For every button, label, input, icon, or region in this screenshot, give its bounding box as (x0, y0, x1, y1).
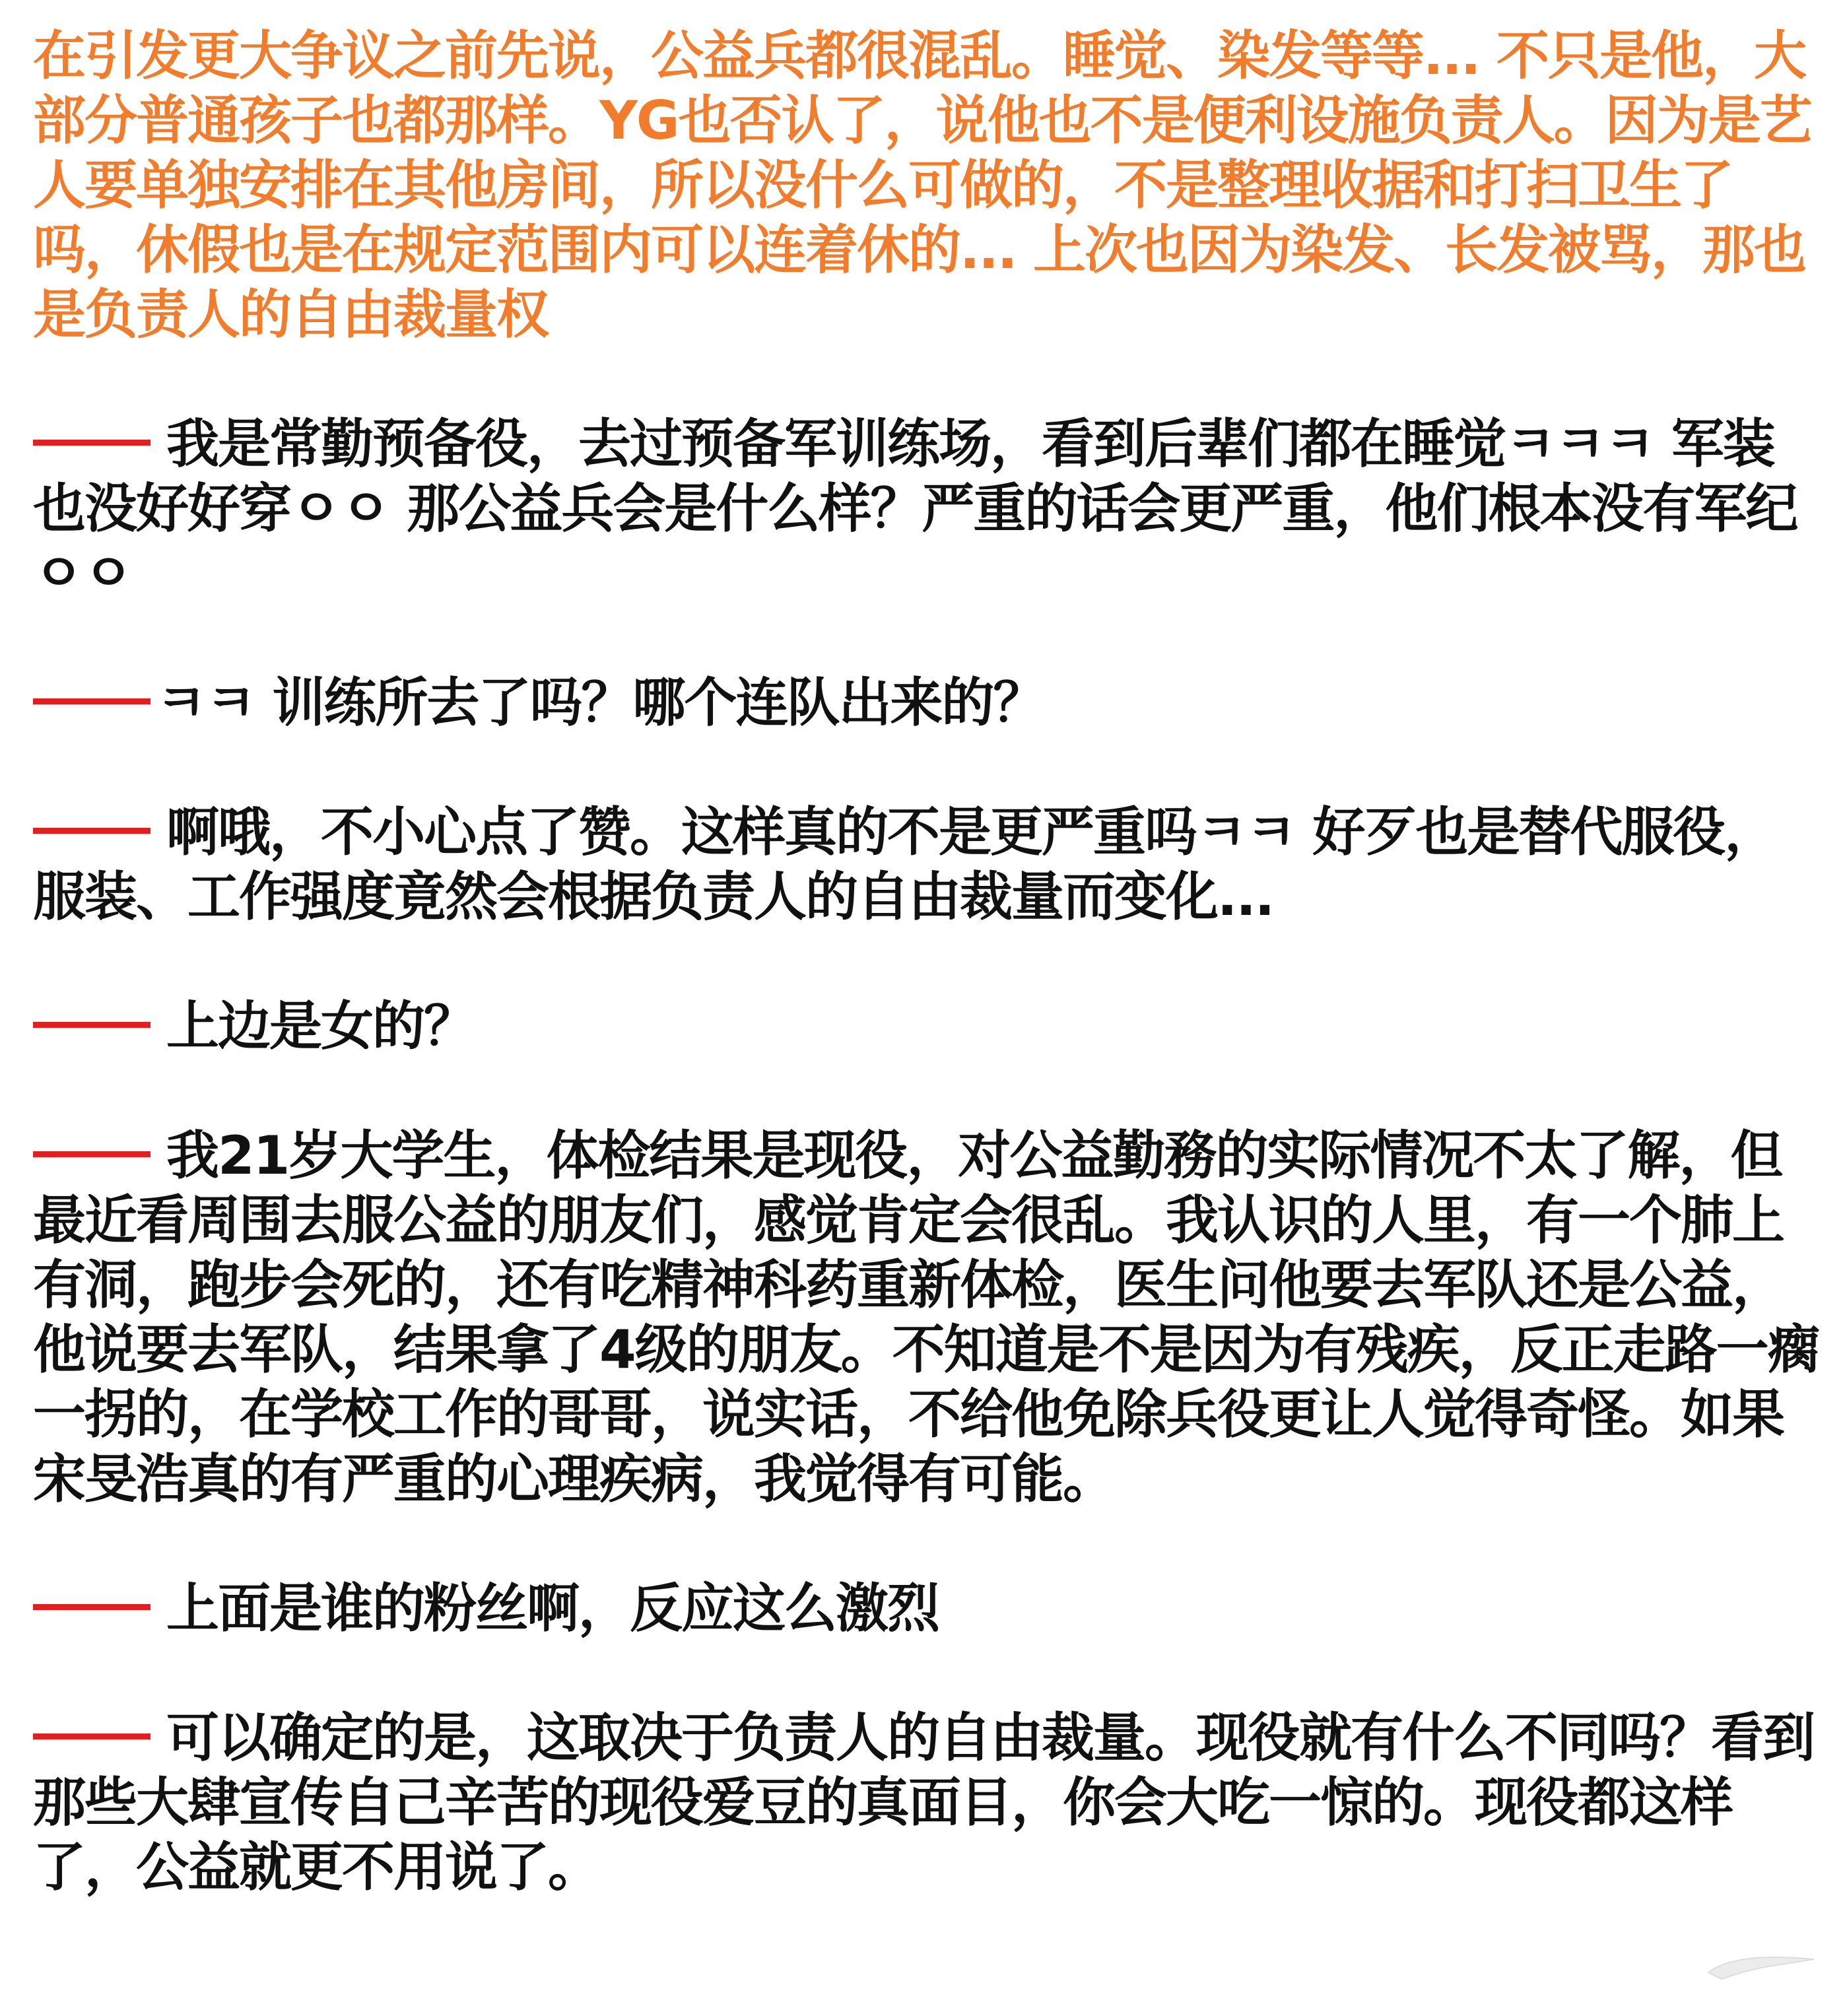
spacer (33, 1512, 1821, 1576)
red-dash-marker (33, 1733, 151, 1739)
comment-text: 上边是女的？ (166, 995, 475, 1057)
red-dash-marker (33, 828, 151, 834)
comment-2 (33, 671, 1821, 735)
comment-text: 我21岁大学生，体检结果是现役，对公益勤務的实际情况不太了解，但最近看周围去服公益的朋友们，感觉肯定会很乱。我认识的人里，有一个肺上有洞，跑步会死的，还有吃精神科药重新体检，医生问他要去军队还是公益，他说要去军队，结果拿了4级的朋友。不知道是不是因为有残疾，反正走路一瘸一拐的，在学校工作的哥哥，说实话，不给他免除兵役更让人觉得奇怪。如果宋旻浩真的有严重的心理疾病，我觉得有可能。 (33, 1125, 1819, 1510)
red-dash-marker (33, 440, 151, 446)
comment-6 (33, 1576, 1821, 1641)
comment-text: 上面是谁的粉丝啊，反应这么激烈 (166, 1578, 939, 1639)
spacer (33, 929, 1821, 994)
spacer (33, 606, 1821, 671)
red-dash-marker (33, 698, 151, 704)
spacer (33, 347, 1821, 412)
red-dash-marker (33, 1151, 151, 1157)
red-dash-marker (33, 1022, 151, 1028)
comment-text: 啊哦，不小心点了赞。这样真的不是更严重吗ㅋㅋ 好歹也是替代服役，服装、工作强度竟然会根据负责人的自由裁量而变化... (33, 801, 1776, 927)
comment-text: 我是常勤预备役，去过预备军训练场，看到后辈们都在睡觉ㅋㅋㅋ 军装也没好好穿ㅇㅇ 那公益兵会是什么样？严重的话会更严重，他们根本没有军纪ㅇㅇ (33, 413, 1797, 604)
comment-text: ㅋㅋ 训练所去了吗？哪个连队出来的？ (156, 672, 1045, 733)
comment-5 (33, 1124, 1821, 1512)
comment-text: 可以确定的是，这取决于负责人的自由裁量。现役就有什么不同吗？看到那些大肆宣传自己辛苦的现役爱豆的真面目，你会大吃一惊的。现役都这样了，公益就更不用说了。 (33, 1707, 1814, 1898)
spacer (33, 1059, 1821, 1124)
comment-1 (33, 412, 1821, 606)
spacer (33, 1641, 1821, 1706)
comment-4 (33, 994, 1821, 1059)
intro-paragraph: 在引发更大争议之前先说，公益兵都很混乱。睡觉、染发等等... 不只是他，大部分普通孩子也都那样。YG也否认了，说他也不是便利设施负责人。因为是艺人要单独安排在其他房间，所以没什么可做的，不是整理收据和打扫卫生了吗，休假也是在规定范围内可以连着休的... 上次也因为染发、长发被骂，那也是负责人的自由裁量权 (33, 25, 1811, 345)
comment-3 (33, 800, 1821, 929)
watermark-logo-icon (1702, 1945, 1821, 1984)
comment-7 (33, 1706, 1821, 1900)
spacer (33, 735, 1821, 800)
red-dash-marker (33, 1604, 151, 1610)
